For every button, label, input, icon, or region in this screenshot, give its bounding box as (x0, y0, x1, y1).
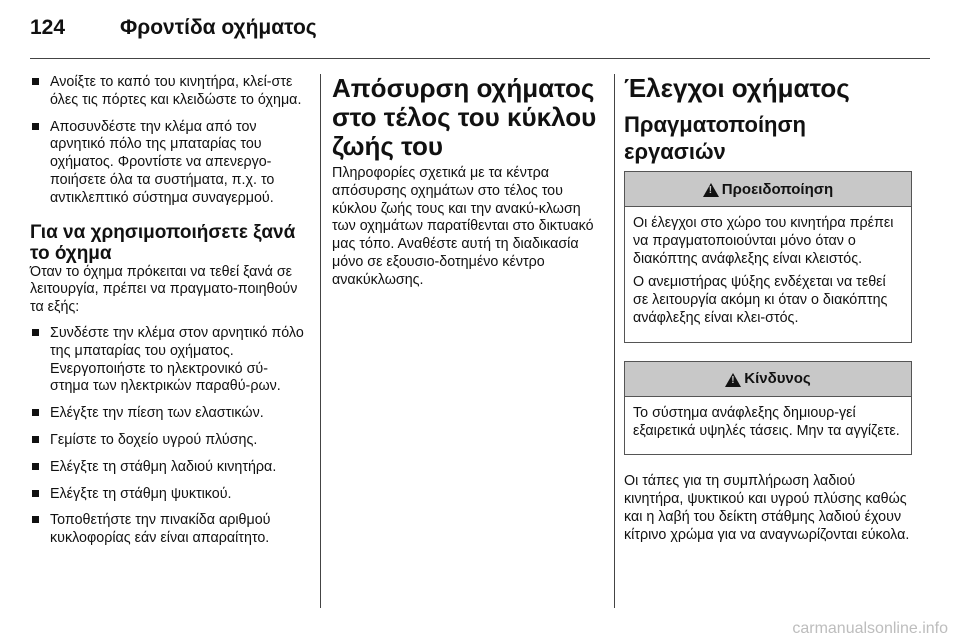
bullet-square-icon (32, 516, 39, 523)
column-divider-1 (320, 74, 321, 608)
danger-box (624, 361, 912, 456)
list-item: Γεμίστε το δοχείο υγρού πλύσης. (30, 432, 306, 450)
column-2 (332, 74, 600, 290)
reuse-intro: Όταν το όχημα πρόκειται να τεθεί ξανά σε λειτουργία, πρέπει να πραγματο-ποιηθούν τα εξής: (30, 263, 298, 316)
header-divider (30, 58, 930, 59)
danger-paragraph-1: Το σύστημα ανάφλεξης δημιουρ-γεί εξαιρετικά υψηλές τάσεις. Μην τα αγγίζετε. (633, 404, 900, 439)
list-item: Ελέγξτε την πίεση των ελαστικών. (30, 405, 306, 423)
bullet-square-icon (32, 123, 39, 130)
page-number: 124 (30, 16, 66, 39)
warning-box-header (625, 172, 911, 207)
danger-box-header (625, 362, 911, 397)
bullet-square-icon (32, 463, 39, 470)
bullet-list-bottom (30, 325, 306, 548)
list-item: Ελέγξτε τη στάθμη ψυκτικού. (30, 486, 306, 504)
bullet-square-icon (32, 490, 39, 497)
page-title: Φροντίδα οχήματος (120, 16, 317, 39)
bullet-square-icon (32, 78, 39, 85)
warning-paragraph-2: Ο ανεμιστήρας ψύξης ενδέχεται να τεθεί σε λειτουργία ακόμη κι όταν ο διακόπτης ανάφλεξης είναι κλει-στός. (633, 274, 888, 326)
danger-box-body (625, 397, 911, 455)
list-item: Αποσυνδέστε την κλέμα από τον αρνητικό πόλο της μπαταρίας του οχήματος. Φροντίστε να απενεργο-ποιήσετε όλα τα συστήματα, π.χ. το αντικλεπτικό σύστημα συναγερμού. (30, 119, 306, 208)
page-header (0, 0, 960, 62)
warning-triangle-icon (703, 183, 719, 197)
warning-triangle-icon (725, 373, 741, 387)
list-item: Ανοίξτε το καπό του κινητήρα, κλεί-στε όλες τις πόρτες και κλειδώστε το όχημα. (30, 74, 306, 110)
warning-box-body (625, 207, 911, 342)
bullet-square-icon (32, 436, 39, 443)
watermark: carmanualsonline.info (792, 620, 948, 637)
list-item: Συνδέστε την κλέμα στον αρνητικό πόλο της μπαταρίας του οχήματος. Ενεργοποιήστε το ηλεκτρονικό σύ-στημα των ηλεκτρικών παραθύ-ρων. (30, 325, 306, 396)
fluid-caps-text: Οι τάπες για τη συμπλήρωση λαδιού κινητήρα, ψυκτικού και υγρού πλύσης καθώς και η λαβή του δείκτη στάθμης λαδιού έχουν κίτρινο χρώμα για να αναγνωρίζονται εύκολα. (624, 473, 910, 543)
section-heading-reuse: Για να χρησιμοποιήσετε ξανά το όχημα (30, 221, 296, 264)
column-3 (624, 74, 912, 545)
bullet-list-top (30, 74, 306, 208)
danger-title: Κίνδυνος (744, 370, 811, 388)
section-heading-disposal: Απόσυρση οχήματος στο τέλος του κύκλου ζωής του (332, 73, 597, 161)
warning-paragraph-1: Οι έλεγχοι στο χώρο του κινητήρα πρέπει να πραγματοποιούνται μόνο όταν ο διακόπτης ανάφλεξης είναι κλειστός. (633, 215, 894, 267)
bullet-square-icon (32, 409, 39, 416)
subheading-work: Πραγματοποίηση εργασιών (624, 112, 806, 164)
column-divider-2 (614, 74, 615, 608)
section-heading-checks: Έλεγχοι οχήματος (624, 73, 850, 103)
column-1 (30, 74, 306, 557)
warning-box (624, 171, 912, 343)
list-item: Ελέγξτε τη στάθμη λαδιού κινητήρα. (30, 459, 306, 477)
list-item: Τοποθετήστε την πινακίδα αριθμού κυκλοφορίας εάν είναι απαραίτητο. (30, 512, 306, 548)
warning-title: Προειδοποίηση (721, 180, 834, 198)
bullet-square-icon (32, 329, 39, 336)
disposal-text: Πληροφορίες σχετικά με τα κέντρα απόσυρσης οχημάτων στο τέλος του κύκλου ζωής τους και την ανακύ-κλωση των οχημάτων παρατίθενται στο δικτυακό μας τόπο. Αναθέστε αυτή τη διαδικασία μόνο σε εξουσιο-δοτημένο κέντρο ανακύκλωσης. (332, 165, 594, 288)
